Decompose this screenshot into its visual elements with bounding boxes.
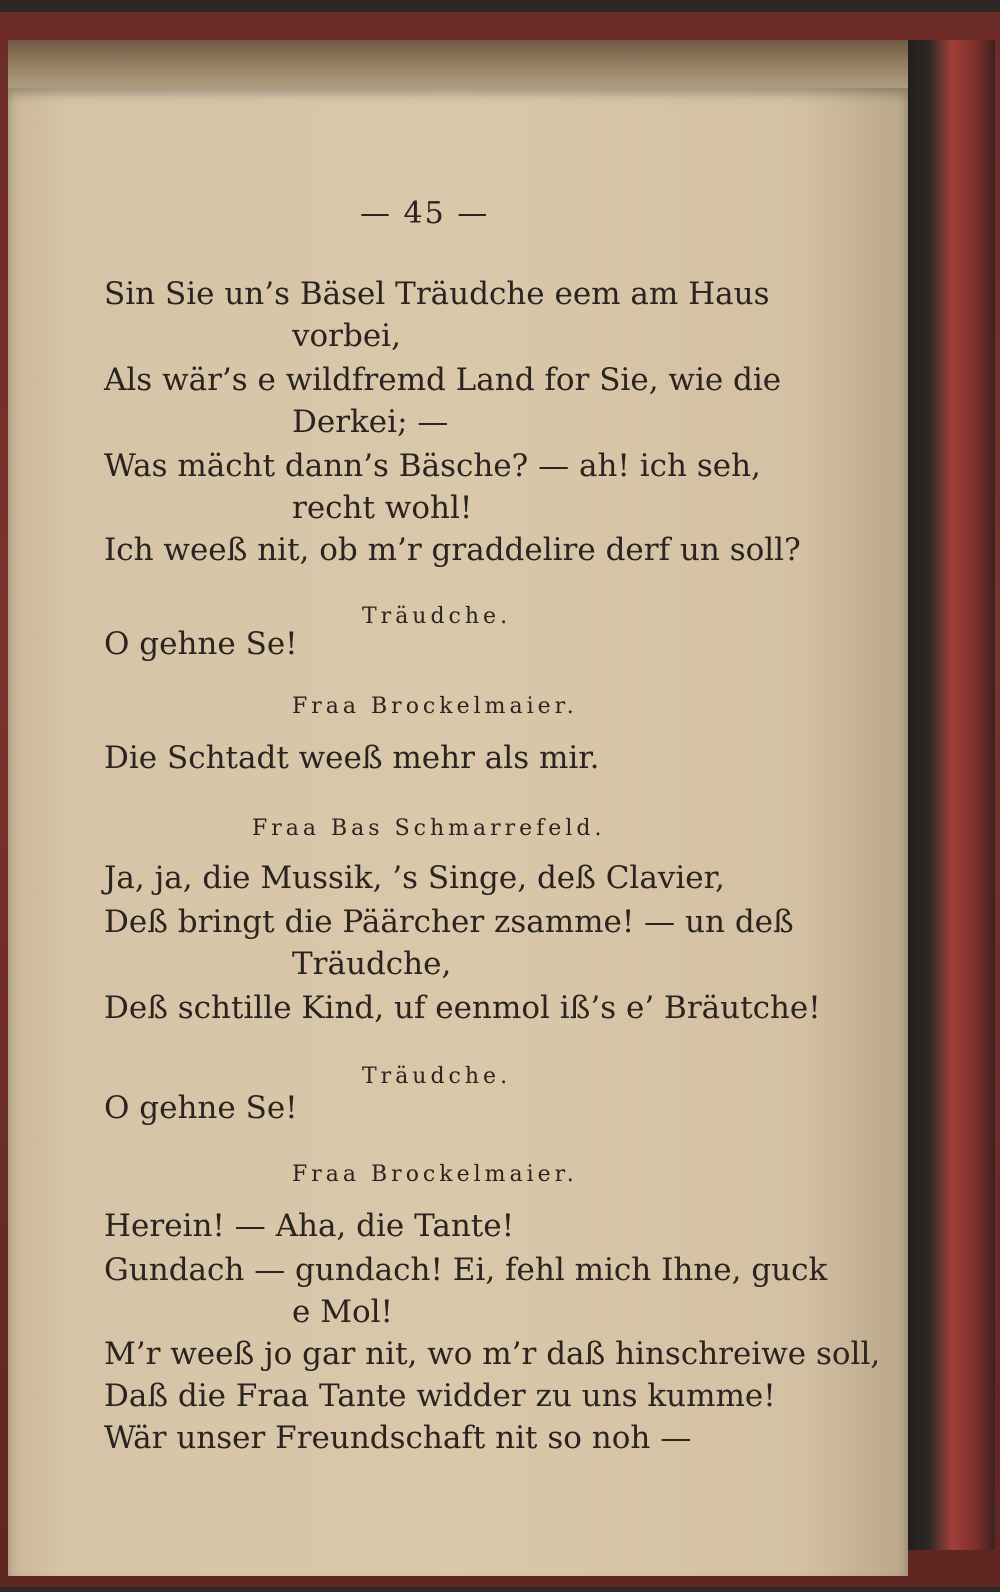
- verse-line: O gehne Se!: [104, 1090, 298, 1126]
- verse-line: Sin Sie un’s Bäsel Träudche eem am Haus: [104, 276, 770, 312]
- verse-line: Die Schtadt weeß mehr als mir.: [104, 740, 600, 776]
- book-edge: [900, 40, 995, 1550]
- verse-line: Gundach — gundach! Ei, fehl mich Ihne, guck: [104, 1252, 828, 1288]
- speaker-heading: Fraa Bas Schmarrefeld.: [252, 816, 606, 841]
- verse-line: recht wohl!: [292, 490, 473, 526]
- verse-line: Als wär’s e wildfremd Land for Sie, wie die: [104, 362, 782, 398]
- page-stack-edge: [8, 40, 908, 92]
- verse-line: Was mächt dann’s Bäsche? — ah! ich seh,: [104, 448, 761, 484]
- verse-line: Ja, ja, die Mussik, ’s Singe, deß Clavier,: [104, 860, 725, 896]
- verse-line: O gehne Se!: [104, 626, 298, 662]
- verse-line: Deß bringt die Päärcher zsamme! — un deß: [104, 904, 794, 940]
- speaker-heading: Träudche.: [362, 604, 512, 629]
- verse-line: Derkei; —: [292, 404, 449, 440]
- verse-line: e Mol!: [292, 1294, 393, 1330]
- verse-line: Träudche,: [292, 946, 452, 982]
- page-number: — 45 —: [360, 196, 490, 231]
- verse-line: M’r weeß jo gar nit, wo m’r daß hinschreiwe soll,: [104, 1336, 881, 1372]
- speaker-heading: Fraa Brockelmaier.: [292, 694, 578, 719]
- verse-line: Deß schtille Kind, uf eenmol iß’s e’ Bräutche!: [104, 990, 821, 1026]
- verse-line: Herein! — Aha, die Tante!: [104, 1208, 515, 1244]
- verse-line: vorbei,: [292, 318, 401, 354]
- speaker-heading: Fraa Brockelmaier.: [292, 1162, 578, 1187]
- verse-line: Wär unser Freundschaft nit so noh —: [104, 1420, 692, 1456]
- speaker-heading: Träudche.: [362, 1064, 512, 1089]
- verse-line: Ich weeß nit, ob m’r graddelire derf un soll?: [104, 532, 801, 568]
- verse-line: Daß die Fraa Tante widder zu uns kumme!: [104, 1378, 776, 1414]
